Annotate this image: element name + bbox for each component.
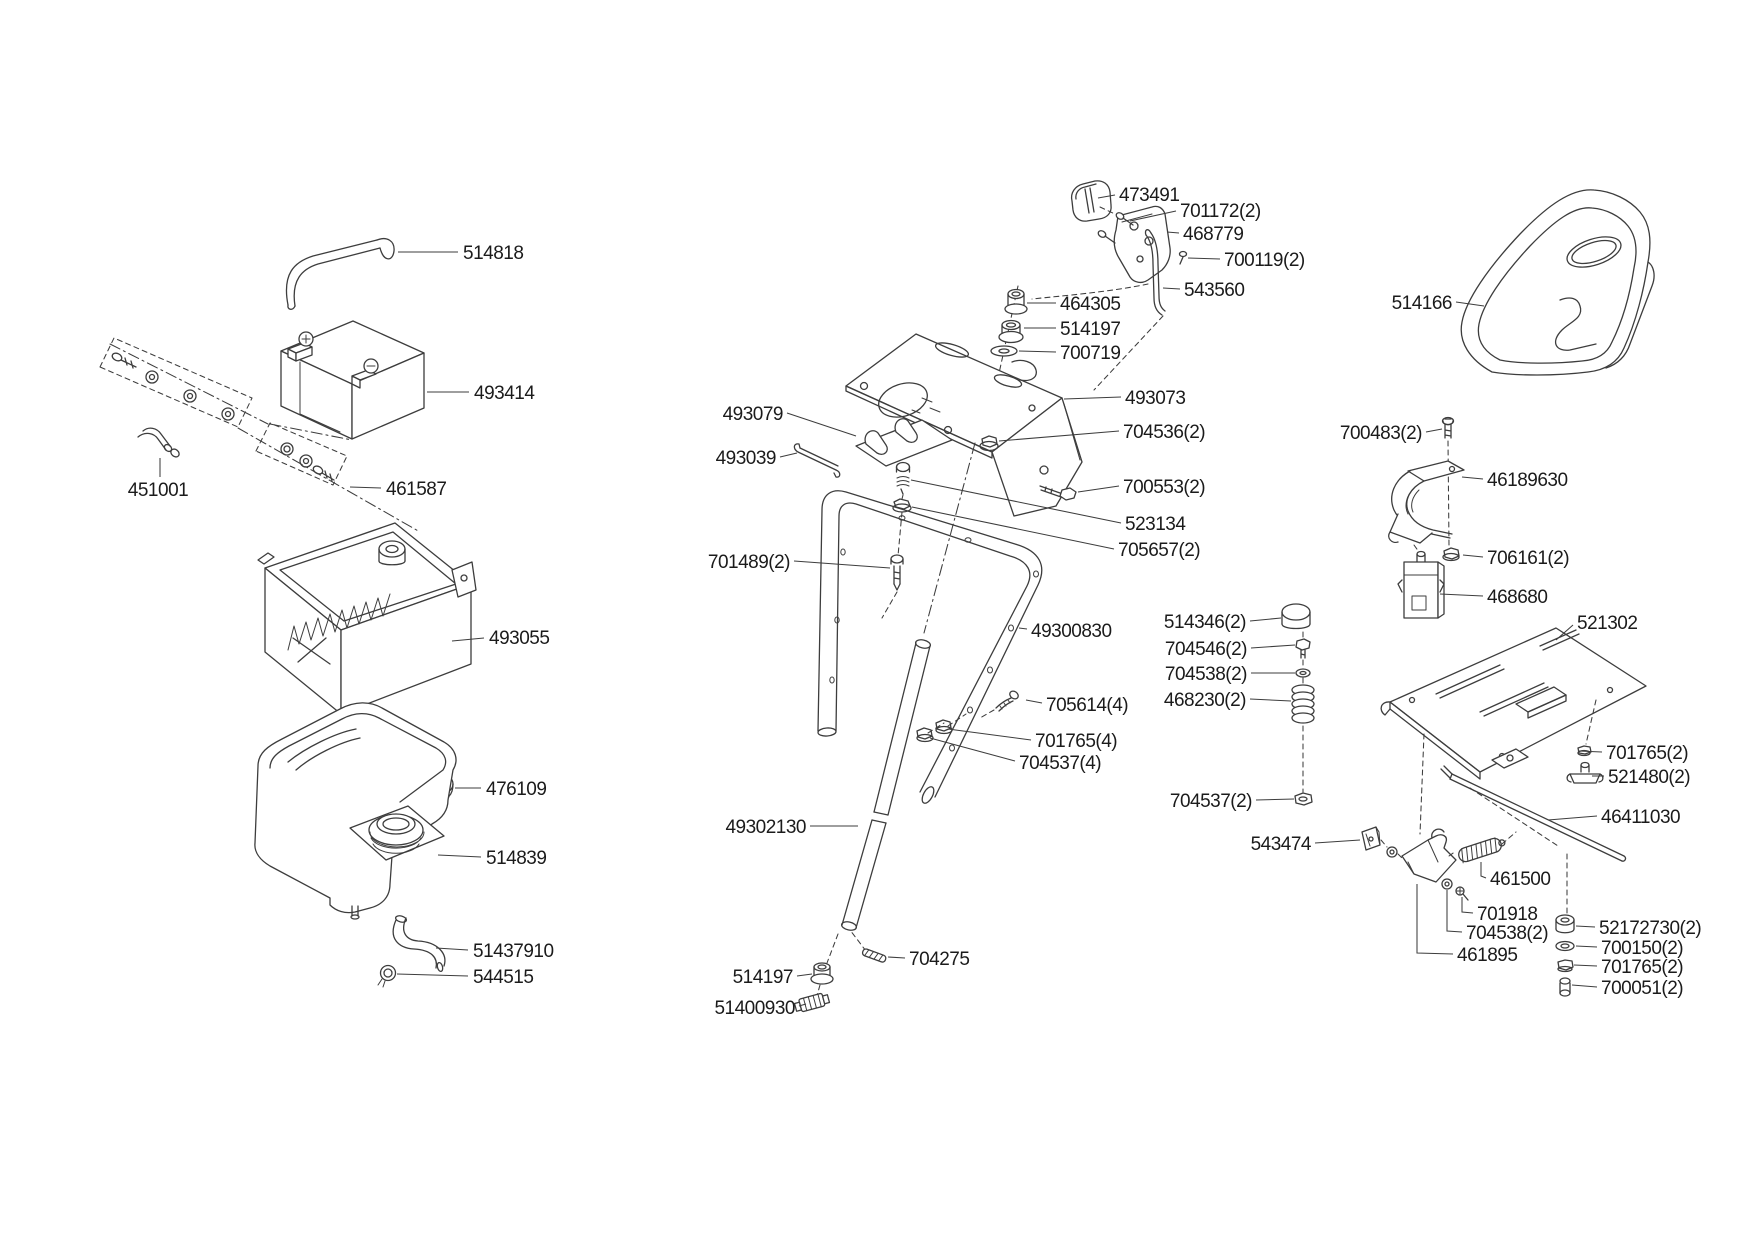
- part-label-514166: 514166: [1391, 293, 1452, 314]
- part-label-700553(2): 700553(2): [1123, 477, 1206, 498]
- part-label-701172(2): 701172(2): [1180, 201, 1261, 222]
- part-label-700483(2): 700483(2): [1339, 423, 1422, 444]
- part-label-705657(2): 705657(2): [1118, 540, 1201, 561]
- part-label-701765(2): 701765(2): [1606, 743, 1689, 764]
- part-label-704546(2): 704546(2): [1164, 639, 1247, 660]
- part-label-704537(2): 704537(2): [1169, 791, 1252, 812]
- part-label-493055: 493055: [489, 628, 550, 649]
- part-label-493414: 493414: [474, 383, 535, 404]
- part-label-49300830: 49300830: [1031, 621, 1112, 642]
- part-label-706161(2): 706161(2): [1487, 548, 1570, 569]
- part-label-493079: 493079: [722, 404, 783, 425]
- part-label-700119(2): 700119(2): [1224, 250, 1305, 271]
- part-label-521480(2): 521480(2): [1608, 767, 1691, 788]
- part-label-704538(2): 704538(2): [1164, 664, 1247, 685]
- part-label-461895: 461895: [1457, 945, 1518, 966]
- part-label-49302130: 49302130: [725, 817, 806, 838]
- part-label-544515: 544515: [473, 967, 534, 988]
- part-label-521302: 521302: [1577, 613, 1638, 634]
- part-label-514839: 514839: [486, 848, 547, 869]
- part-label-468680: 468680: [1487, 587, 1548, 608]
- part-label-52172730(2): 52172730(2): [1599, 918, 1702, 939]
- part-label-476109: 476109: [486, 779, 547, 800]
- part-label-468230(2): 468230(2): [1163, 690, 1246, 711]
- part-label-51400930: 51400930: [714, 998, 795, 1019]
- part-label-701489(2): 701489(2): [707, 552, 790, 573]
- part-label-704275: 704275: [909, 949, 970, 970]
- part-label-451001: 451001: [127, 480, 189, 501]
- part-label-704536(2): 704536(2): [1123, 422, 1206, 443]
- part-label-514818: 514818: [463, 243, 524, 264]
- part-label-700719: 700719: [1060, 343, 1121, 364]
- part-label-700051(2): 700051(2): [1601, 978, 1684, 999]
- part-label-493039: 493039: [715, 448, 776, 469]
- part-label-473491: 473491: [1119, 185, 1180, 206]
- part-label-461587: 461587: [386, 479, 447, 500]
- part-label-701765(2): 701765(2): [1601, 957, 1684, 978]
- part-label-523134: 523134: [1125, 514, 1186, 535]
- part-label-705614(4): 705614(4): [1046, 695, 1129, 716]
- part-label-543474: 543474: [1250, 834, 1311, 855]
- part-label-514197: 514197: [1060, 319, 1121, 340]
- part-label-514197: 514197: [732, 967, 793, 988]
- part-label-51437910: 51437910: [473, 941, 554, 962]
- part-label-514346(2): 514346(2): [1163, 612, 1246, 633]
- part-label-543560: 543560: [1184, 280, 1245, 301]
- part-label-700150(2): 700150(2): [1601, 938, 1684, 959]
- part-label-461500: 461500: [1490, 869, 1551, 890]
- part-label-46189630: 46189630: [1487, 470, 1568, 491]
- part-label-493073: 493073: [1125, 388, 1186, 409]
- part-label-701765(4): 701765(4): [1035, 731, 1118, 752]
- part-label-701918: 701918: [1477, 904, 1538, 925]
- part-label-464305: 464305: [1060, 294, 1121, 315]
- part-label-704538(2): 704538(2): [1466, 923, 1549, 944]
- part-label-468779: 468779: [1183, 224, 1244, 245]
- part-label-704537(4): 704537(4): [1019, 753, 1102, 774]
- part-label-46411030: 46411030: [1601, 807, 1681, 828]
